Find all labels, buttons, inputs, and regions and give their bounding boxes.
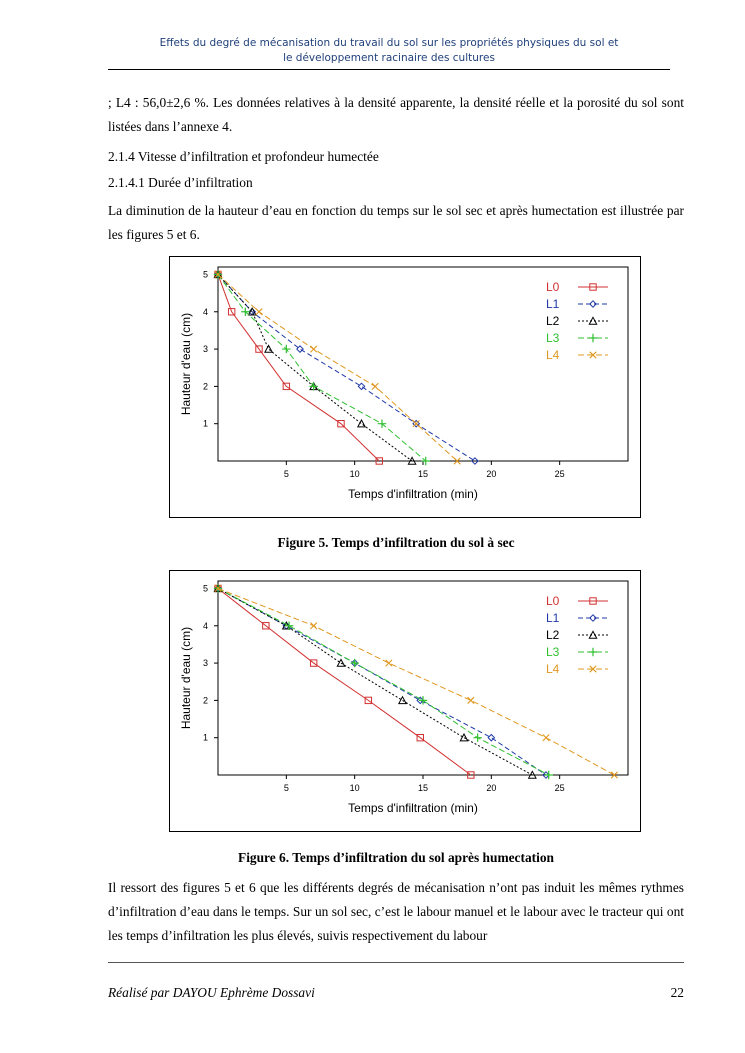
fig5-y-tick-label: 5 (202, 269, 208, 280)
figure-6-svg (170, 571, 640, 831)
paragraph-porosity: ; L4 : 56,0±2,6 %. Les données relatives à la densité apparente, la densité réelle et la porosité du sol sont listées dans l’annexe 4. (108, 95, 684, 134)
fig6-legend-label-l4: L4 (546, 662, 560, 676)
fig6-line-l0 (218, 588, 471, 775)
fig5-series-l4 (215, 271, 461, 464)
fig5-series-l2 (214, 271, 415, 464)
fig6-legend-marker-l3 (589, 648, 597, 656)
figure-5-chart (169, 256, 641, 518)
fig6-point-l4 (386, 660, 392, 666)
header-line-2: le développement racinaire des cultures (283, 52, 495, 64)
subsection-heading: 2.1.4.1 Durée d’infiltration (108, 175, 253, 190)
fig5-plot-area (218, 267, 628, 461)
fig5-legend-label-l1: L1 (546, 297, 560, 311)
paragraph-discussion: Il ressort des figures 5 et 6 que les différents degrés de mécanisation n’ont pas induit les mêmes rythmes d’infiltration d’eau dans le temps. Sur un sol sec, c’est le labour manuel et le labour avec le tracteur qui ont les temps d’infiltration les plus élevés, suivis respectivement du labour (108, 880, 684, 943)
fig6-x-tick-label: 25 (554, 783, 565, 793)
fig6-point-l3 (350, 659, 358, 667)
fig5-legend-marker-l3 (589, 334, 597, 342)
fig6-plot-area (218, 581, 628, 775)
fig5-x-tick-label: 15 (417, 469, 429, 479)
fig5-point-l1 (358, 383, 364, 389)
fig6-line-l1 (218, 588, 546, 775)
fig6-x-tick-label: 5 (283, 783, 289, 793)
fig6-legend-label-l2: L2 (546, 628, 560, 642)
fig5-point-l4 (413, 420, 419, 426)
fig5-y-tick-label: 1 (202, 418, 208, 429)
fig5-series-l0 (215, 271, 383, 464)
figure-5-svg (170, 257, 640, 517)
fig6-y-tick-label: 3 (202, 658, 208, 669)
fig5-point-l2 (265, 345, 272, 352)
page-number: 22 (670, 985, 684, 1000)
fig5-y-tick-label: 4 (202, 306, 208, 317)
fig5-x-tick-label: 10 (349, 469, 360, 479)
fig5-line-l0 (218, 274, 379, 461)
fig5-x-tick-label: 20 (486, 469, 497, 479)
figure-6-caption: Figure 6. Temps d’infiltration du sol après humectation (238, 850, 554, 865)
running-header (108, 36, 670, 66)
fig5-point-l4 (372, 383, 378, 389)
figure-5-caption: Figure 5. Temps d’infiltration du sol à sec (277, 535, 515, 550)
fig6-point-l2 (460, 734, 467, 741)
fig6-x-tick-label: 10 (349, 783, 360, 793)
header-divider (108, 69, 670, 70)
fig6-legend (546, 594, 608, 676)
fig6-legend-label-l0: L0 (546, 594, 560, 608)
fig6-point-l4 (468, 697, 474, 703)
fig6-y-tick-label: 1 (202, 732, 208, 743)
header-line-1: Effets du degré de mécanisation du travail du sol sur les propriétés physiques du sol et (159, 37, 619, 49)
fig6-series-l2 (214, 585, 536, 778)
fig5-x-axis-label: Temps d'infiltration (min) (348, 487, 478, 501)
fig6-legend-label-l3: L3 (546, 645, 560, 659)
fig6-legend-label-l1: L1 (546, 611, 560, 625)
fig6-y-tick-label: 5 (202, 583, 208, 594)
footer-divider (108, 962, 684, 963)
fig5-y-axis-label: Hauteur d'eau (cm) (179, 312, 193, 416)
fig6-point-l1 (488, 734, 494, 740)
footer-author: Réalisé par DAYOU Ephrème Dossavi (108, 985, 315, 1000)
fig5-legend-label-l0: L0 (546, 280, 560, 294)
fig5-legend-label-l4: L4 (546, 348, 560, 362)
fig6-line-l2 (218, 588, 532, 775)
paragraph-intro-figures: La diminution de la hauteur d’eau en fonction du temps sur le sol sec et après humectation est illustrée par les figures 5 et 6. (108, 203, 684, 242)
fig6-point-l2 (337, 659, 344, 666)
section-heading: 2.1.4 Vitesse d’infiltration et profondeur humectée (108, 149, 379, 164)
fig5-series-l1 (215, 271, 478, 464)
fig5-line-l1 (218, 274, 475, 461)
fig5-legend-label-l2: L2 (546, 314, 560, 328)
fig5-point-l2 (358, 420, 365, 427)
fig5-y-tick-label: 3 (202, 344, 208, 355)
fig6-y-tick-label: 2 (202, 695, 208, 706)
fig6-x-tick-label: 20 (486, 783, 497, 793)
fig5-x-tick-label: 25 (554, 469, 565, 479)
fig6-point-l4 (310, 623, 316, 629)
fig5-line-l4 (218, 274, 457, 461)
fig6-x-tick-label: 15 (417, 783, 429, 793)
fig6-point-l2 (399, 697, 406, 704)
fig5-point-l4 (256, 309, 262, 315)
fig6-point-l3 (473, 733, 481, 741)
fig6-y-tick-label: 4 (202, 620, 208, 631)
fig6-point-l4 (543, 734, 549, 740)
fig6-y-axis-label: Hauteur d'eau (cm) (179, 626, 193, 730)
fig5-point-l4 (310, 346, 316, 352)
fig6-line-l3 (218, 588, 549, 775)
fig6-series-l0 (215, 585, 474, 778)
fig5-x-tick-label: 5 (283, 469, 289, 479)
figure-6-chart (169, 570, 641, 832)
fig5-point-l3 (282, 345, 290, 353)
fig5-line-l2 (218, 274, 412, 461)
fig5-legend-label-l3: L3 (546, 331, 560, 345)
fig5-y-tick-label: 2 (202, 381, 208, 392)
fig5-legend (546, 280, 608, 362)
fig6-x-axis-label: Temps d'infiltration (min) (348, 801, 478, 815)
